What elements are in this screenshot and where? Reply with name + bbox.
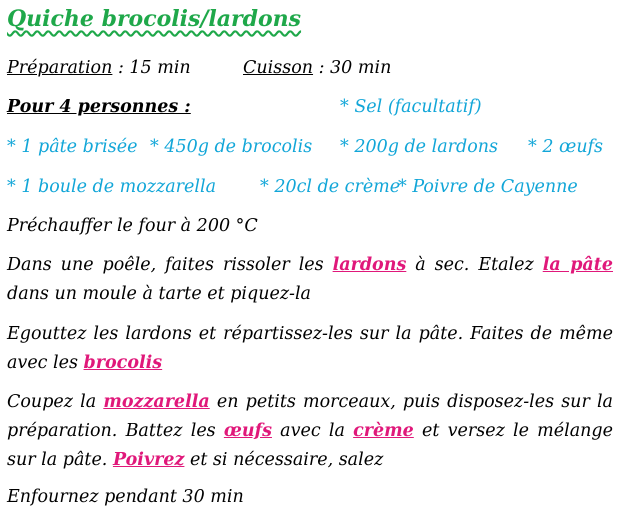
ingredient-item: * Sel (facultatif) bbox=[340, 97, 482, 117]
ingredient-item: * 450g de brocolis bbox=[150, 137, 313, 157]
ingredient-item: * 2 œufs bbox=[528, 137, 604, 157]
prep-time bbox=[7, 57, 191, 79]
keyword-lardons: lardons bbox=[332, 255, 407, 275]
ingredient-item: * 1 pâte brisée bbox=[7, 137, 138, 157]
step-preheat: Préchauffer le four à 200 °C bbox=[7, 216, 258, 236]
keyword-oeufs: œufs bbox=[223, 421, 272, 441]
keyword-brocolis: brocolis bbox=[83, 353, 163, 373]
keyword-creme: crème bbox=[353, 421, 414, 441]
step-assembly: Coupez la mozzarella en petits morceaux, puis disposez-les sur la préparation. Battez les œufs avec la crème et versez le mélange sur la pâte. Poivrez et si nécessaire, salez bbox=[7, 392, 613, 470]
prep-value: : 15 min bbox=[112, 58, 191, 78]
keyword-pate: la pâte bbox=[542, 255, 613, 275]
recipe-title: Quiche brocolis/lardons bbox=[7, 6, 302, 32]
cook-value: : 30 min bbox=[313, 58, 392, 78]
step-brocolis: Egouttez les lardons et répartissez-les sur la pâte. Faites de même avec les brocolis bbox=[7, 324, 613, 373]
ingredient-item: * 20cl de crème bbox=[260, 177, 401, 197]
ingredient-item: * 1 boule de mozzarella bbox=[7, 177, 217, 197]
ingredient-item: * 200g de lardons bbox=[340, 137, 498, 157]
keyword-mozzarella: mozzarella bbox=[103, 392, 210, 412]
ingredient-item: * Poivre de Cayenne bbox=[398, 177, 578, 197]
servings-heading: Pour 4 personnes : bbox=[7, 97, 191, 117]
cook-time bbox=[243, 57, 391, 79]
prep-label: Préparation bbox=[7, 58, 113, 78]
cook-label: Cuisson bbox=[243, 58, 314, 78]
step-bake: Enfournez pendant 30 min bbox=[7, 487, 244, 507]
step-lardons: Dans une poêle, faites rissoler les lardons à sec. Etalez la pâte dans un moule à tarte et piquez-la bbox=[7, 255, 613, 304]
keyword-poivrez: Poivrez bbox=[112, 450, 185, 470]
